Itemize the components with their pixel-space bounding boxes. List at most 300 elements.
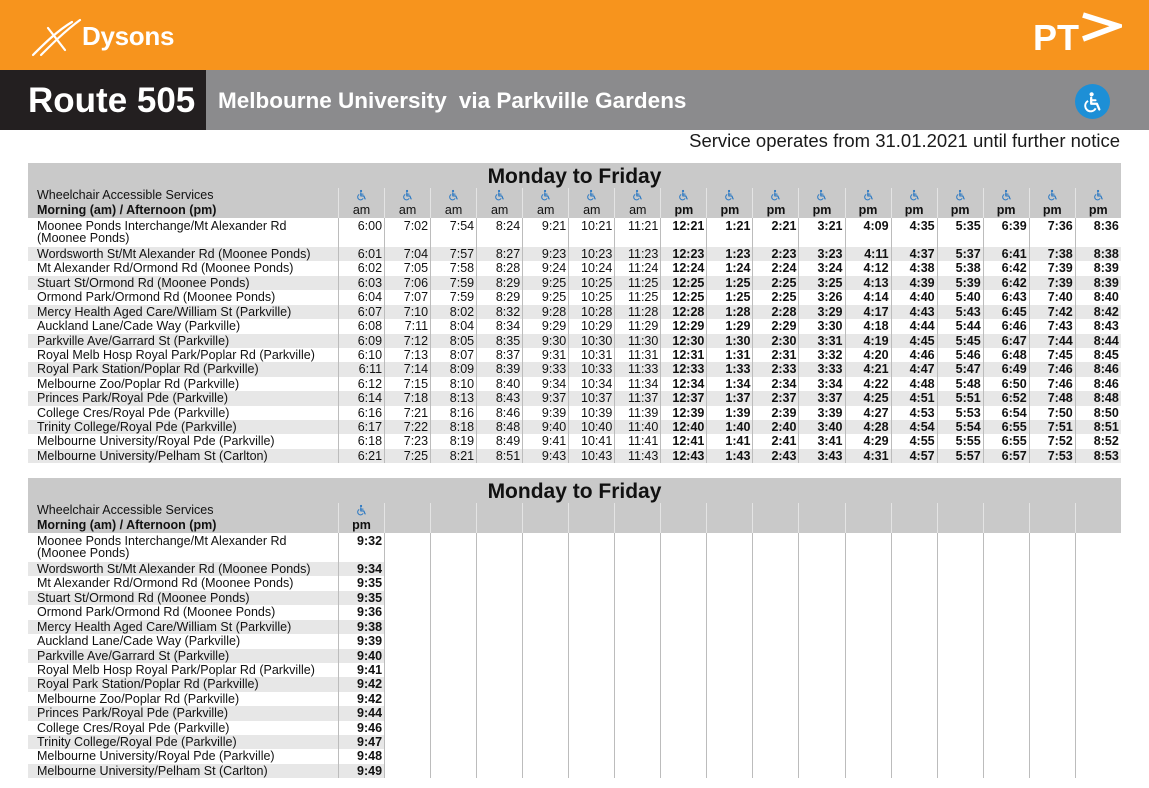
departure-time: 2:41 bbox=[752, 434, 798, 448]
empty-cell bbox=[937, 677, 983, 691]
departure-time: 5:39 bbox=[937, 276, 983, 290]
departure-time: 3:21 bbox=[798, 218, 844, 247]
empty-cell bbox=[522, 749, 568, 763]
empty-cell bbox=[706, 649, 752, 663]
empty-cell bbox=[752, 692, 798, 706]
empty-header-cell bbox=[937, 503, 983, 518]
departure-time: 8:37 bbox=[476, 348, 522, 362]
empty-cell bbox=[845, 634, 891, 648]
departure-time: 6:47 bbox=[983, 334, 1029, 348]
empty-header-cell bbox=[891, 518, 937, 533]
empty-cell bbox=[798, 591, 844, 605]
empty-header-cell bbox=[384, 518, 430, 533]
departure-time: 6:01 bbox=[338, 247, 384, 261]
departure-time: 9:47 bbox=[338, 735, 384, 749]
empty-header-cell bbox=[752, 518, 798, 533]
departure-time: 10:25 bbox=[568, 276, 614, 290]
departure-time: 8:51 bbox=[1075, 420, 1121, 434]
departure-time: 12:24 bbox=[660, 261, 706, 275]
stop-name: Ormond Park/Ormond Rd (Moonee Ponds) bbox=[37, 605, 276, 620]
empty-cell bbox=[568, 649, 614, 663]
empty-cell bbox=[891, 591, 937, 605]
departure-time: 8:04 bbox=[430, 319, 476, 333]
empty-cell bbox=[660, 721, 706, 735]
departure-time: 11:21 bbox=[614, 218, 660, 247]
departure-time: 6:02 bbox=[338, 261, 384, 275]
empty-cell bbox=[983, 591, 1029, 605]
empty-cell bbox=[476, 591, 522, 605]
timetable-row bbox=[28, 290, 1121, 304]
empty-cell bbox=[522, 576, 568, 590]
departure-time: 8:27 bbox=[476, 247, 522, 261]
stop-name: Parkville Ave/Garrard St (Parkville) bbox=[28, 649, 338, 663]
departure-time: 9:34 bbox=[338, 562, 384, 576]
departure-time: 10:24 bbox=[568, 261, 614, 275]
trip-accessibility-cell bbox=[476, 188, 522, 203]
departure-time: 1:41 bbox=[706, 434, 752, 448]
empty-cell bbox=[845, 735, 891, 749]
wheelchair-icon bbox=[448, 189, 459, 201]
empty-cell bbox=[752, 576, 798, 590]
empty-cell bbox=[937, 620, 983, 634]
departure-time: 11:25 bbox=[614, 290, 660, 304]
departure-time: 2:43 bbox=[752, 449, 798, 463]
empty-cell bbox=[614, 749, 660, 763]
departure-time: 5:55 bbox=[937, 434, 983, 448]
empty-cell bbox=[614, 721, 660, 735]
departure-time: 4:48 bbox=[891, 377, 937, 391]
empty-cell bbox=[706, 576, 752, 590]
wheelchair-icon bbox=[909, 189, 920, 201]
departure-time: 4:19 bbox=[845, 334, 891, 348]
departure-time: 5:53 bbox=[937, 406, 983, 420]
stop-name: Royal Park Station/Poplar Rd (Parkville) bbox=[28, 677, 338, 691]
departure-time: 6:45 bbox=[983, 305, 1029, 319]
period-header-row bbox=[28, 203, 1121, 218]
departure-time: 7:22 bbox=[384, 420, 430, 434]
empty-cell bbox=[384, 735, 430, 749]
empty-cell bbox=[522, 721, 568, 735]
route-bar bbox=[0, 70, 1149, 130]
empty-cell bbox=[614, 576, 660, 590]
departure-time: 12:25 bbox=[660, 276, 706, 290]
empty-cell bbox=[476, 562, 522, 576]
empty-header-cell bbox=[706, 518, 752, 533]
departure-time: 1:33 bbox=[706, 362, 752, 376]
empty-cell bbox=[891, 649, 937, 663]
departure-time: 11:34 bbox=[614, 377, 660, 391]
departure-time: 9:41 bbox=[338, 663, 384, 677]
wheelchair-icon bbox=[955, 189, 966, 201]
empty-cell bbox=[568, 591, 614, 605]
departure-time: 12:31 bbox=[660, 348, 706, 362]
empty-header-cell bbox=[983, 518, 1029, 533]
empty-cell bbox=[384, 649, 430, 663]
empty-cell bbox=[845, 533, 891, 562]
departure-time: 7:45 bbox=[1029, 348, 1075, 362]
departure-time: 11:31 bbox=[614, 348, 660, 362]
timetable-row bbox=[28, 261, 1121, 275]
timetable-row bbox=[28, 591, 1121, 605]
departure-time: 6:03 bbox=[338, 276, 384, 290]
departure-time: 5:35 bbox=[937, 218, 983, 247]
departure-time: 7:59 bbox=[430, 290, 476, 304]
departure-time: 4:45 bbox=[891, 334, 937, 348]
trip-period-label: pm bbox=[338, 518, 384, 533]
departure-time: 1:43 bbox=[706, 449, 752, 463]
empty-cell bbox=[476, 605, 522, 619]
empty-cell bbox=[706, 764, 752, 778]
empty-header-cell bbox=[476, 503, 522, 518]
departure-time: 6:00 bbox=[338, 218, 384, 247]
empty-cell bbox=[660, 764, 706, 778]
departure-time: 8:29 bbox=[476, 276, 522, 290]
departure-time: 5:37 bbox=[937, 247, 983, 261]
departure-time: 2:39 bbox=[752, 406, 798, 420]
empty-cell bbox=[752, 706, 798, 720]
empty-cell bbox=[937, 764, 983, 778]
empty-cell bbox=[706, 706, 752, 720]
stop-name: Melbourne Zoo/Poplar Rd (Parkville) bbox=[37, 691, 240, 706]
trip-accessibility-cell bbox=[752, 188, 798, 203]
departure-time: 8:42 bbox=[1075, 305, 1121, 319]
departure-time: 9:28 bbox=[522, 305, 568, 319]
stop-name: Auckland Lane/Cade Way (Parkville) bbox=[37, 634, 241, 649]
departure-time: 6:49 bbox=[983, 362, 1029, 376]
departure-time: 3:30 bbox=[798, 319, 844, 333]
empty-cell bbox=[660, 576, 706, 590]
timetable-row bbox=[28, 663, 1121, 677]
wheelchair-icon bbox=[1082, 91, 1103, 113]
departure-time: 10:21 bbox=[568, 218, 614, 247]
empty-cell bbox=[522, 533, 568, 562]
departure-time: 7:50 bbox=[1029, 406, 1075, 420]
empty-header-cell bbox=[476, 518, 522, 533]
departure-time: 4:11 bbox=[845, 247, 891, 261]
empty-cell bbox=[1075, 634, 1121, 648]
departure-time: 11:23 bbox=[614, 247, 660, 261]
empty-cell bbox=[752, 620, 798, 634]
empty-header-cell bbox=[660, 518, 706, 533]
stop-name: Trinity College/Royal Pde (Parkville) bbox=[28, 420, 338, 434]
departure-time: 1:40 bbox=[706, 420, 752, 434]
timetable-day-title: Monday to Friday bbox=[28, 163, 1121, 188]
stop-name: Moonee Ponds Interchange/Mt Alexander Rd (Moonee Ponds) bbox=[37, 219, 287, 245]
empty-cell bbox=[891, 562, 937, 576]
trip-period-label: pm bbox=[1075, 203, 1121, 218]
trip-accessibility-cell bbox=[338, 503, 384, 518]
empty-cell bbox=[660, 692, 706, 706]
empty-cell bbox=[522, 692, 568, 706]
empty-cell bbox=[937, 692, 983, 706]
empty-cell bbox=[660, 749, 706, 763]
departure-time: 2:25 bbox=[752, 276, 798, 290]
empty-cell bbox=[752, 721, 798, 735]
empty-cell bbox=[1029, 735, 1075, 749]
departure-time: 1:23 bbox=[706, 247, 752, 261]
departure-time: 9:41 bbox=[522, 434, 568, 448]
departure-time: 11:29 bbox=[614, 319, 660, 333]
empty-cell bbox=[983, 764, 1029, 778]
trip-accessibility-cell bbox=[706, 188, 752, 203]
trip-period-label: pm bbox=[1029, 203, 1075, 218]
empty-cell bbox=[891, 764, 937, 778]
trip-accessibility-cell bbox=[845, 188, 891, 203]
departure-time: 2:40 bbox=[752, 420, 798, 434]
empty-cell bbox=[568, 706, 614, 720]
empty-cell bbox=[430, 620, 476, 634]
departure-time: 7:14 bbox=[384, 362, 430, 376]
empty-cell bbox=[891, 663, 937, 677]
departure-time: 4:31 bbox=[845, 449, 891, 463]
empty-cell bbox=[1029, 649, 1075, 663]
departure-time: 4:35 bbox=[891, 218, 937, 247]
departure-time: 8:16 bbox=[430, 406, 476, 420]
wheelchair-icon bbox=[494, 189, 505, 201]
empty-cell bbox=[798, 721, 844, 735]
empty-cell bbox=[1075, 533, 1121, 562]
empty-cell bbox=[660, 706, 706, 720]
empty-cell bbox=[891, 677, 937, 691]
empty-cell bbox=[568, 620, 614, 634]
timetable-row bbox=[28, 377, 1121, 391]
trip-period-label: am bbox=[476, 203, 522, 218]
departure-time: 2:28 bbox=[752, 305, 798, 319]
departure-time: 10:29 bbox=[568, 319, 614, 333]
departure-time: 6:16 bbox=[338, 406, 384, 420]
empty-cell bbox=[476, 764, 522, 778]
empty-cell bbox=[1029, 533, 1075, 562]
trip-accessibility-cell bbox=[384, 188, 430, 203]
departure-time: 7:07 bbox=[384, 290, 430, 304]
departure-time: 8:19 bbox=[430, 434, 476, 448]
departure-time: 11:43 bbox=[614, 449, 660, 463]
empty-header-cell bbox=[1075, 503, 1121, 518]
departure-time: 7:23 bbox=[384, 434, 430, 448]
timetable-row bbox=[28, 305, 1121, 319]
trip-period-label: pm bbox=[752, 203, 798, 218]
empty-cell bbox=[614, 562, 660, 576]
departure-time: 7:57 bbox=[430, 247, 476, 261]
trip-accessibility-cell bbox=[430, 188, 476, 203]
departure-time: 11:25 bbox=[614, 276, 660, 290]
empty-cell bbox=[568, 692, 614, 706]
departure-time: 10:23 bbox=[568, 247, 614, 261]
empty-cell bbox=[522, 706, 568, 720]
timetable-row bbox=[28, 706, 1121, 720]
empty-header-cell bbox=[384, 503, 430, 518]
empty-cell bbox=[1029, 576, 1075, 590]
empty-cell bbox=[1029, 562, 1075, 576]
wheelchair-icon bbox=[863, 189, 874, 201]
empty-cell bbox=[660, 677, 706, 691]
empty-cell bbox=[1029, 749, 1075, 763]
departure-time: 12:41 bbox=[660, 434, 706, 448]
departure-time: 9:37 bbox=[522, 391, 568, 405]
empty-cell bbox=[476, 649, 522, 663]
stop-name: Royal Melb Hosp Royal Park/Poplar Rd (Parkville) bbox=[37, 347, 315, 362]
empty-cell bbox=[937, 576, 983, 590]
empty-cell bbox=[522, 764, 568, 778]
timetable-day-title: Monday to Friday bbox=[28, 478, 1121, 503]
stop-name: Mercy Health Aged Care/William St (Parkville) bbox=[28, 305, 338, 319]
departure-time: 8:48 bbox=[476, 420, 522, 434]
empty-cell bbox=[430, 706, 476, 720]
trip-accessibility-cell bbox=[1029, 188, 1075, 203]
empty-header-cell bbox=[1029, 503, 1075, 518]
brand-header bbox=[0, 0, 1149, 70]
departure-time: 3:33 bbox=[798, 362, 844, 376]
stop-name: Ormond Park/Ormond Rd (Moonee Ponds) bbox=[37, 290, 276, 305]
timetable-row bbox=[28, 576, 1121, 590]
empty-cell bbox=[614, 605, 660, 619]
empty-cell bbox=[660, 562, 706, 576]
trip-accessibility-cell bbox=[660, 188, 706, 203]
empty-cell bbox=[937, 663, 983, 677]
route-number: Route 505 bbox=[28, 81, 196, 120]
empty-cell bbox=[891, 735, 937, 749]
departure-time: 8:36 bbox=[1075, 218, 1121, 247]
departure-time: 7:05 bbox=[384, 261, 430, 275]
departure-time: 7:42 bbox=[1029, 305, 1075, 319]
empty-cell bbox=[1075, 735, 1121, 749]
period-header-label: Morning (am) / Afternoon (pm) bbox=[37, 518, 217, 532]
departure-time: 8:50 bbox=[1075, 406, 1121, 420]
timetable-row bbox=[28, 334, 1121, 348]
empty-cell bbox=[522, 620, 568, 634]
empty-header-cell bbox=[614, 503, 660, 518]
departure-time: 9:42 bbox=[338, 677, 384, 691]
empty-cell bbox=[1075, 663, 1121, 677]
departure-time: 7:38 bbox=[1029, 247, 1075, 261]
departure-time: 12:21 bbox=[660, 218, 706, 247]
empty-cell bbox=[706, 591, 752, 605]
departure-time: 3:25 bbox=[798, 276, 844, 290]
empty-cell bbox=[568, 663, 614, 677]
timetable-row bbox=[28, 533, 1121, 562]
empty-cell bbox=[706, 634, 752, 648]
empty-cell bbox=[1029, 677, 1075, 691]
departure-time: 11:41 bbox=[614, 434, 660, 448]
wheelchair-icon bbox=[356, 504, 367, 516]
empty-cell bbox=[1075, 649, 1121, 663]
departure-time: 7:53 bbox=[1029, 449, 1075, 463]
departure-time: 12:28 bbox=[660, 305, 706, 319]
departure-time: 8:39 bbox=[476, 362, 522, 376]
departure-time: 6:14 bbox=[338, 391, 384, 405]
empty-cell bbox=[706, 562, 752, 576]
empty-cell bbox=[430, 749, 476, 763]
departure-time: 9:42 bbox=[338, 692, 384, 706]
departure-time: 10:37 bbox=[568, 391, 614, 405]
empty-header-cell bbox=[568, 518, 614, 533]
empty-cell bbox=[798, 649, 844, 663]
empty-cell bbox=[476, 677, 522, 691]
empty-cell bbox=[568, 764, 614, 778]
departure-time: 10:31 bbox=[568, 348, 614, 362]
departure-time: 8:53 bbox=[1075, 449, 1121, 463]
departure-time: 2:23 bbox=[752, 247, 798, 261]
empty-cell bbox=[752, 663, 798, 677]
departure-time: 3:39 bbox=[798, 406, 844, 420]
wheelchair-icon bbox=[632, 189, 643, 201]
trip-accessibility-cell bbox=[937, 188, 983, 203]
departure-time: 3:37 bbox=[798, 391, 844, 405]
trip-accessibility-cell bbox=[614, 188, 660, 203]
departure-time: 4:47 bbox=[891, 362, 937, 376]
empty-cell bbox=[384, 663, 430, 677]
empty-cell bbox=[660, 591, 706, 605]
departure-time: 8:44 bbox=[1075, 334, 1121, 348]
departure-time: 7:10 bbox=[384, 305, 430, 319]
timetable-row bbox=[28, 391, 1121, 405]
departure-time: 5:46 bbox=[937, 348, 983, 362]
stop-name: Trinity College/Royal Pde (Parkville) bbox=[28, 735, 338, 749]
empty-header-cell bbox=[706, 503, 752, 518]
departure-time: 1:28 bbox=[706, 305, 752, 319]
empty-cell bbox=[384, 620, 430, 634]
empty-cell bbox=[798, 749, 844, 763]
wheelchair-icon bbox=[1093, 189, 1104, 201]
departure-time: 4:37 bbox=[891, 247, 937, 261]
stop-name: Melbourne Zoo/Poplar Rd (Parkville) bbox=[37, 376, 240, 391]
departure-time: 12:37 bbox=[660, 391, 706, 405]
empty-cell bbox=[937, 591, 983, 605]
departure-time: 6:42 bbox=[983, 261, 1029, 275]
empty-cell bbox=[983, 649, 1029, 663]
empty-cell bbox=[568, 749, 614, 763]
empty-cell bbox=[476, 620, 522, 634]
empty-cell bbox=[1029, 605, 1075, 619]
timetable-row bbox=[28, 362, 1121, 376]
timetable-row bbox=[28, 677, 1121, 691]
stop-name: Melbourne University/Pelham St (Carlton) bbox=[28, 449, 338, 463]
empty-cell bbox=[937, 735, 983, 749]
departure-time: 2:25 bbox=[752, 290, 798, 304]
departure-time: 8:46 bbox=[1075, 377, 1121, 391]
empty-cell bbox=[798, 576, 844, 590]
empty-cell bbox=[430, 605, 476, 619]
empty-cell bbox=[476, 634, 522, 648]
empty-header-cell bbox=[891, 503, 937, 518]
departure-time: 3:23 bbox=[798, 247, 844, 261]
empty-cell bbox=[614, 620, 660, 634]
departure-time: 5:47 bbox=[937, 362, 983, 376]
empty-cell bbox=[798, 677, 844, 691]
departure-time: 8:28 bbox=[476, 261, 522, 275]
empty-header-cell bbox=[937, 518, 983, 533]
empty-cell bbox=[476, 576, 522, 590]
empty-cell bbox=[706, 533, 752, 562]
empty-cell bbox=[476, 663, 522, 677]
departure-time: 4:12 bbox=[845, 261, 891, 275]
empty-cell bbox=[752, 677, 798, 691]
trip-period-label: am bbox=[338, 203, 384, 218]
departure-time: 12:33 bbox=[660, 362, 706, 376]
departure-time: 7:52 bbox=[1029, 434, 1075, 448]
timetable-weekday-late bbox=[28, 478, 1121, 778]
departure-time: 5:51 bbox=[937, 391, 983, 405]
departure-time: 9:43 bbox=[522, 449, 568, 463]
stop-name: Stuart St/Ormond Rd (Moonee Ponds) bbox=[28, 276, 338, 290]
empty-cell bbox=[983, 605, 1029, 619]
departure-time: 9:34 bbox=[522, 377, 568, 391]
departure-time: 8:10 bbox=[430, 377, 476, 391]
empty-cell bbox=[891, 721, 937, 735]
departure-time: 7:39 bbox=[1029, 261, 1075, 275]
departure-time: 6:48 bbox=[983, 348, 1029, 362]
departure-time: 8:18 bbox=[430, 420, 476, 434]
